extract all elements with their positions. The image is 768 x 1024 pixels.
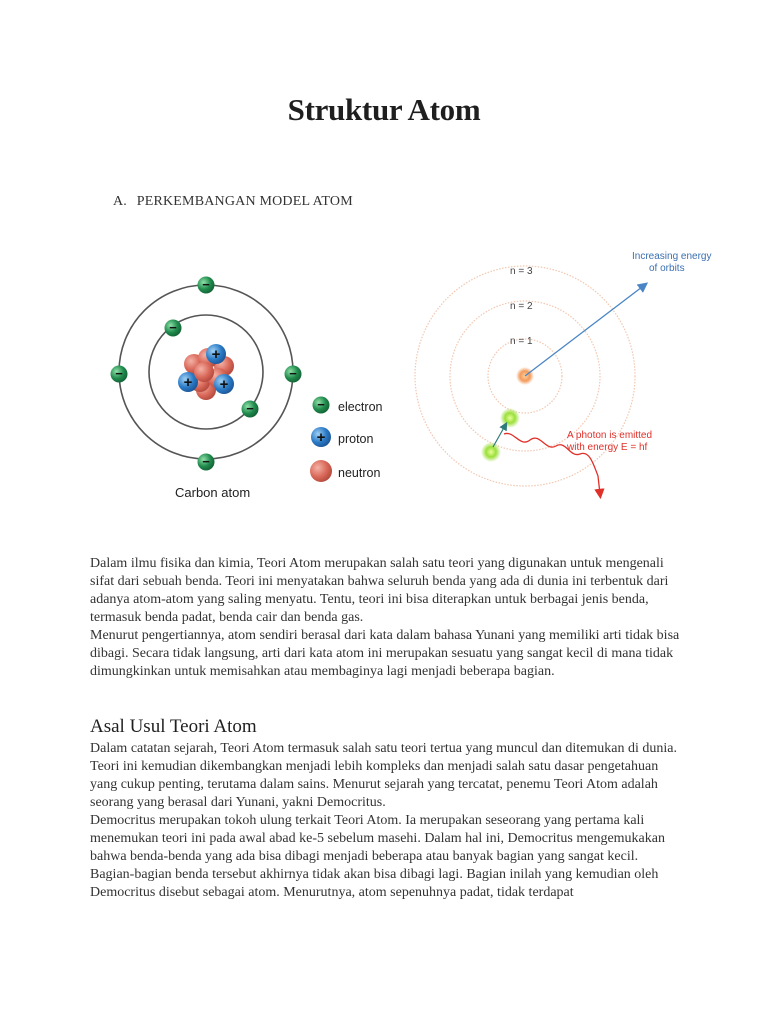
svg-text:+: + (219, 376, 229, 393)
svg-text:−: − (202, 277, 210, 292)
paragraph: Menurut pengertiannya, atom sendiri berasal dari kata dalam bahasa Yunani yang memiliki arti tidak bisa dibagi. Secara tidak langsung, arti dari kata atom ini merupakan sesuatu yang sangat kecil di mana tidak dimungkinkan untuk memisahkan atau membaginya lagi menjadi beberapa bagian. (90, 628, 680, 679)
figure-row (100, 240, 712, 520)
svg-text:electron: electron (338, 400, 383, 414)
section-heading (113, 194, 353, 210)
electron-particle (198, 454, 215, 471)
svg-text:+: + (183, 374, 193, 391)
paragraph: Democritus merupakan tokoh ulung terkait Teori Atom. Ia merupakan seseorang yang pertama kali menemukan teori ini pada awal abad ke-5 sebelum masehi. Dalam hal ini, Democritus mengemukakan bahwa benda-benda yang ada bisa dibagi menjadi beberapa atau banyak bagian yang sangat kecil. (90, 813, 665, 864)
subheading: Asal Usul Teori Atom (90, 716, 257, 737)
level-label-n3: n = 3 (510, 266, 533, 277)
svg-text:−: − (169, 320, 177, 335)
bohr-model-diagram (415, 251, 712, 494)
intro-text (90, 555, 680, 681)
electron-particle (165, 320, 182, 337)
photon-label-line1: A photon is emitted (567, 430, 653, 441)
electron-particle (111, 366, 128, 383)
energy-label-line1: Increasing energy (632, 251, 712, 262)
electron-particle (285, 366, 302, 383)
legend-item-neutron (310, 460, 380, 482)
svg-text:−: − (289, 366, 297, 381)
neutron-icon (310, 460, 332, 482)
proton-particle (206, 344, 226, 364)
svg-text:+: + (316, 429, 326, 446)
atom-figures (100, 240, 712, 520)
svg-text:−: − (317, 397, 325, 412)
nucleus (178, 344, 234, 400)
paragraph: Dalam ilmu fisika dan kimia, Teori Atom merupakan salah satu teori yang digunakan untuk mengenali sifat dari sebuah benda. Teori ini menyatakan bahwa seluruh benda yang ada di dunia ini terbentuk dari adanya atom-atom yang saling menyatu. Tentu, teori ini bisa diterapkan untuk berbagai jenis benda, termasuk benda padat, benda cair dan benda gas. (90, 556, 669, 625)
carbon-atom-diagram (111, 277, 302, 501)
legend-item-electron (313, 397, 383, 415)
section-marker: A. (113, 194, 128, 209)
svg-text:−: − (246, 401, 254, 416)
svg-text:proton: proton (338, 432, 374, 446)
electron-particle (198, 277, 215, 294)
legend-item-proton (311, 427, 373, 447)
energy-arrow (525, 284, 646, 376)
proton-particle (214, 374, 234, 394)
svg-text:+: + (211, 346, 221, 363)
energy-label-line2: of orbits (649, 263, 685, 274)
asal-usul-text (90, 740, 680, 902)
section-label: PERKEMBANGAN MODEL ATOM (136, 194, 353, 209)
svg-text:−: − (115, 366, 123, 381)
figure-caption: Carbon atom (175, 485, 251, 500)
electron-glow-lower (481, 442, 501, 462)
electron-glow-upper (500, 408, 520, 428)
level-label-n1: n = 1 (510, 336, 533, 347)
svg-text:neutron: neutron (338, 466, 381, 480)
transition-arrow (493, 424, 506, 447)
page-title: Struktur Atom (287, 92, 481, 127)
particle-legend (310, 397, 383, 483)
paragraph: Dalam catatan sejarah, Teori Atom termasuk salah satu teori tertua yang muncul dan ditemukan di dunia. Teori ini kemudian dikembangkan menjadi lebih kompleks dan menjadi salah satu dasar pengetahuan yang cukup penting, terutama dalam sains. Menurut sejarah yang tercatat, penemu Teori Atom adalah seorang yang berasal dari Yunani, yakni Democritus. (90, 741, 677, 810)
electron-particle (242, 401, 259, 418)
level-label-n2: n = 2 (510, 301, 533, 312)
photon-label-line2: with energy E = hf (567, 442, 648, 453)
svg-text:−: − (202, 454, 210, 469)
paragraph: Bagian-bagian benda tersebut akhirnya tidak akan bisa dibagi lagi. Bagian inilah yang kemudian oleh Democritus disebut sebagai atom. Menurutnya, atom sepenuhnya padat, tidak terdapat (90, 867, 659, 900)
